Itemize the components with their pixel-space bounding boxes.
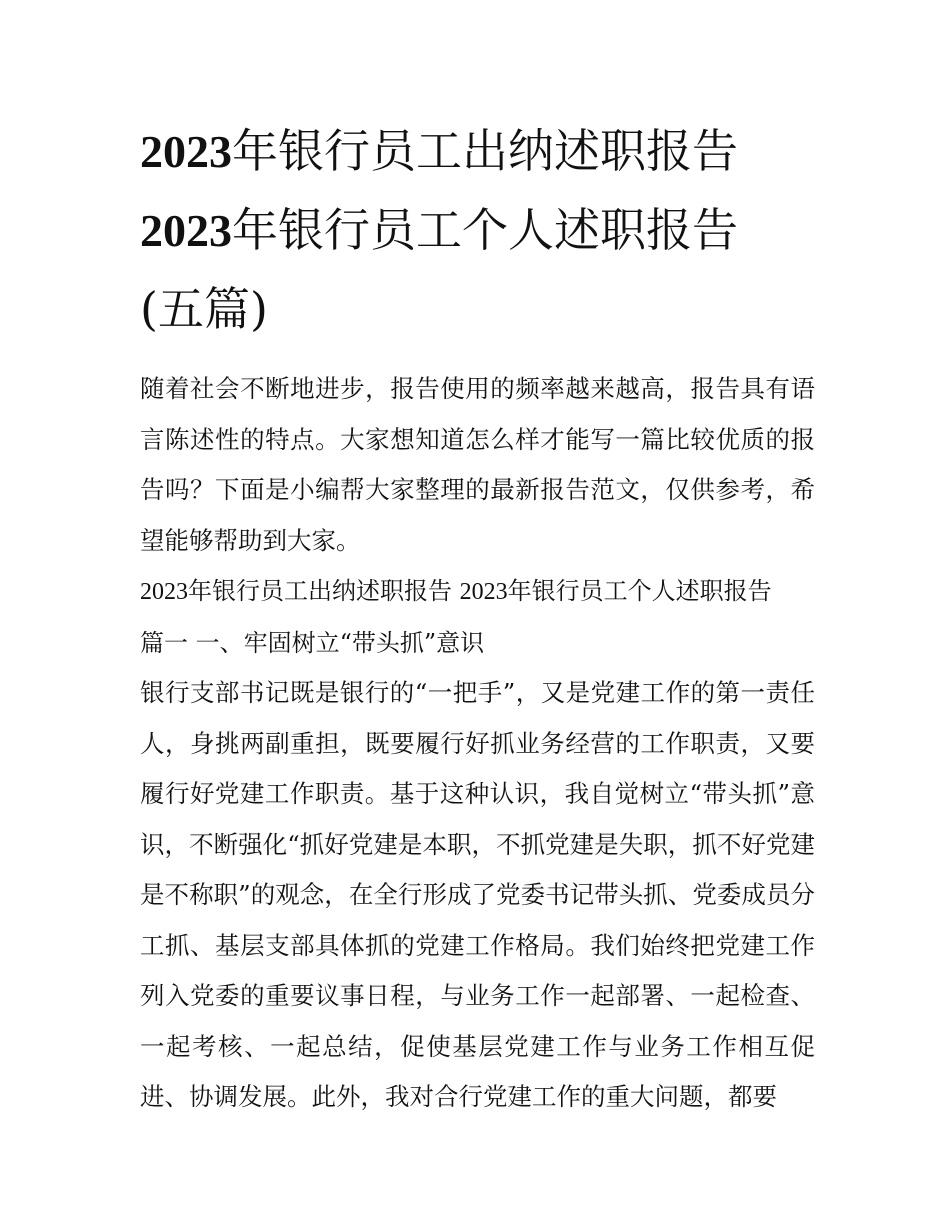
title-year-2: 2023 bbox=[140, 205, 232, 256]
title-line-3: (五篇) bbox=[140, 282, 268, 336]
title-text-2: 年银行员工个人述职报告 bbox=[232, 203, 738, 257]
title-year-1: 2023 bbox=[140, 126, 232, 177]
section-year-a: 2023 bbox=[140, 579, 188, 605]
title-line-2 bbox=[140, 191, 815, 270]
section-year-b: 2023 bbox=[459, 579, 508, 605]
section-heading-line-2: 篇一 一、牢固树立“带头抓”意识 bbox=[140, 628, 485, 657]
body-paragraph: 银行支部书记既是银行的“一把手”，又是党建工作的第一责任人，身挑两副重担，既要履行好抓业务经营的工作职责，又要履行好党建工作职责。基于这种认识，我自觉树立“带头抓”意识，不断强化“抓好党建是本职，不抓党建是失职，抓不好党建是不称职”的观念，在全行形成了党委书记带头抓、党委成员分工抓、基层支部具体抓的党建工作格局。我们始终把党建工作列入党委的重要议事日程，与业务工作一起部署、一起检查、一起考核、一起总结，促使基层党建工作与业务工作相互促进、协调发展。此外，我对合行党建工作的重大问题，都要 bbox=[140, 678, 815, 1111]
document-page bbox=[140, 112, 815, 1123]
section-text-b: 年银行员工个人述职报告 bbox=[507, 577, 772, 605]
document-title bbox=[140, 112, 815, 349]
section-heading-line-1 bbox=[140, 566, 815, 618]
title-line-1 bbox=[140, 112, 815, 191]
title-text-1: 年银行员工出纳述职报告 bbox=[232, 124, 738, 178]
intro-paragraph: 随着社会不断地进步，报告使用的频率越来越高，报告具有语言陈述性的特点。大家想知道怎么样才能写一篇比较优质的报告吗？下面是小编帮大家整理的最新报告范文，仅供参考，希望能够帮助到大家。 bbox=[140, 374, 815, 555]
section-text-a: 年银行员工出纳述职报告 bbox=[188, 577, 452, 605]
